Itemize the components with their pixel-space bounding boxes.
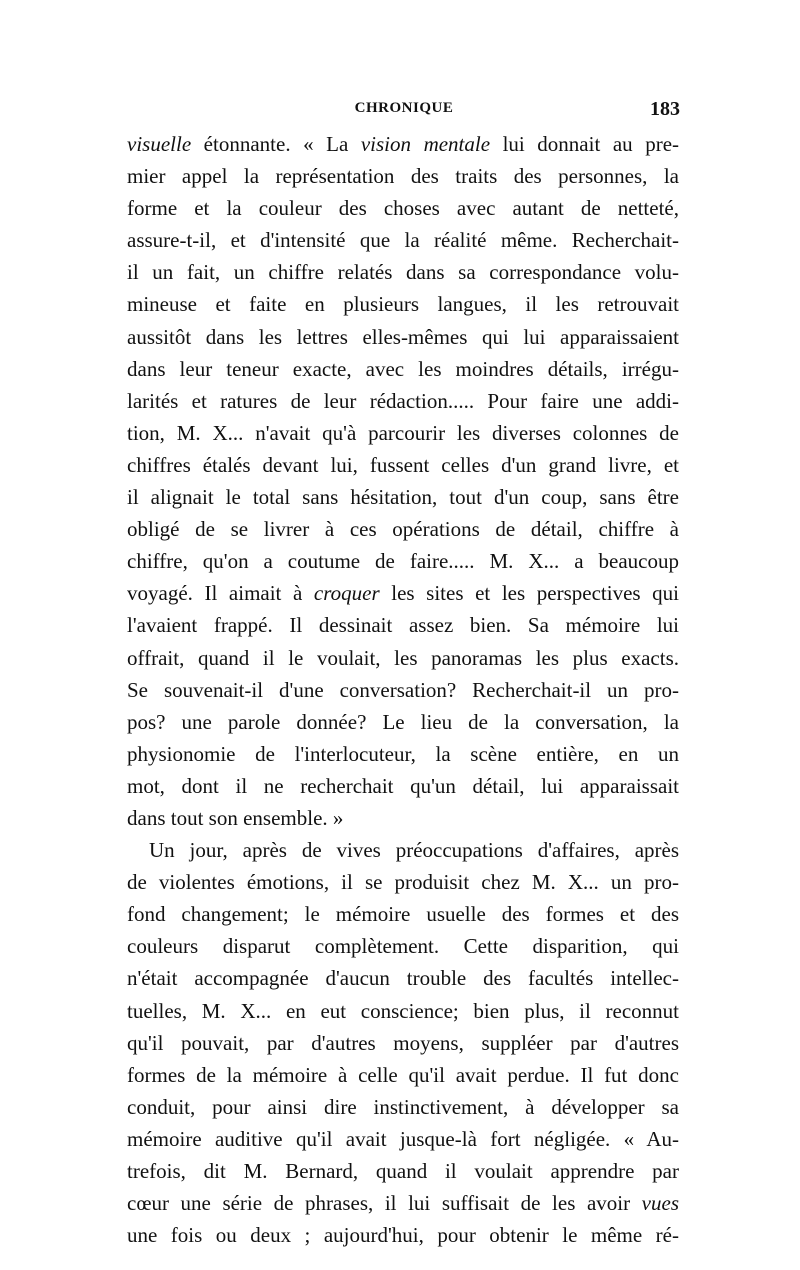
text-line: [127, 513, 679, 545]
text-line: [127, 577, 679, 609]
text-line: [127, 417, 679, 449]
text-line: [127, 962, 679, 994]
text-line: [127, 385, 679, 417]
text-segment: une fois ou deux ; aujourd'hui, pour obtenir le même ré-: [127, 1223, 679, 1248]
text-segment: dans leur teneur exacte, avec les moindres détails, irrégu-: [127, 356, 679, 381]
text-line: [127, 706, 679, 738]
body-text: [127, 128, 679, 1251]
text-line: [127, 224, 679, 256]
text-segment: pos? une parole donnée? Le lieu de la conversation, la: [127, 709, 679, 734]
text-segment: n'était accompagnée d'aucun trouble des facultés intellec-: [127, 966, 679, 991]
text-segment: les sites et les perspectives qui: [379, 581, 679, 606]
text-segment: conduit, pour ainsi dire instinctivement, à développer sa: [127, 1094, 679, 1119]
text-segment: obligé de se livrer à ces opérations de détail, chiffre à: [127, 517, 679, 542]
text-line: [127, 1059, 679, 1091]
text-line: [127, 353, 679, 385]
text-line: [127, 930, 679, 962]
text-segment: mineuse et faite en plusieurs langues, il les retrouvait: [127, 292, 679, 317]
text-segment: Se souvenait-il d'une conversation? Recherchait-il un pro-: [127, 677, 679, 702]
text-line: [127, 321, 679, 353]
text-line: [127, 449, 679, 481]
text-segment: l'avaient frappé. Il dessinait assez bien. Sa mémoire lui: [127, 613, 679, 638]
text-line: [127, 1123, 679, 1155]
text-line: [127, 128, 679, 160]
text-segment: voyagé. Il aimait à: [127, 581, 314, 606]
text-segment: Un jour, après de vives préoccupations d'affaires, après: [149, 838, 679, 863]
text-segment: chiffres étalés devant lui, fussent celles d'un grand livre, et: [127, 452, 679, 477]
text-line: [127, 160, 679, 192]
text-line: [127, 834, 679, 866]
text-line: [127, 642, 679, 674]
text-segment: trefois, dit M. Bernard, quand il voulait apprendre par: [127, 1159, 679, 1183]
text-segment: qu'il pouvait, par d'autres moyens, suppléer par d'autres: [127, 1030, 679, 1055]
text-line: [127, 545, 679, 577]
text-segment: chiffre, qu'on a coutume de faire..... M. X... a beaucoup: [127, 549, 679, 574]
text-line: [127, 192, 679, 224]
running-title: CHRONIQUE: [354, 100, 454, 116]
italic-text: vision mentale: [360, 132, 491, 156]
text-line: [127, 609, 679, 641]
text-line: [127, 1155, 679, 1187]
text-segment: larités et ratures de leur rédaction..... Pour faire une addi-: [127, 388, 679, 413]
text-line: [127, 674, 679, 706]
text-line: [127, 1219, 679, 1251]
text-line: [127, 898, 679, 930]
text-segment: étonnante. « La: [191, 132, 361, 156]
text-line: [127, 738, 679, 770]
italic-text: croquer: [313, 581, 380, 606]
text-line: [127, 1187, 679, 1219]
italic-text: visuelle: [127, 132, 192, 156]
text-line: [127, 770, 679, 802]
text-segment: aussitôt dans les lettres elles-mêmes qui lui apparaissaient: [127, 324, 679, 349]
page-number: 183: [650, 98, 680, 120]
text-line: [127, 288, 679, 320]
text-line: [127, 256, 679, 288]
text-line: [127, 802, 679, 834]
text-segment: offrait, quand il le voulait, les panoramas les plus exacts.: [127, 645, 679, 670]
text-segment: fond changement; le mémoire usuelle des formes et des: [127, 902, 679, 927]
text-segment: tuelles, M. X... en eut conscience; bien plus, il reconnut: [127, 998, 679, 1023]
text-segment: couleurs disparut complètement. Cette disparition, qui: [127, 934, 679, 959]
text-segment: lui donnait au pre-: [490, 132, 680, 156]
text-line: [127, 1091, 679, 1123]
text-line: [127, 866, 679, 898]
text-segment: il un fait, un chiffre relatés dans sa correspondance volu-: [127, 260, 679, 285]
text-segment: physionomie de l'interlocuteur, la scène entière, en un: [127, 741, 679, 766]
text-segment: de violentes émotions, il se produisit chez M. X... un pro-: [127, 870, 679, 895]
text-segment: mier appel la représentation des traits des personnes, la: [127, 164, 679, 189]
text-segment: cœur une série de phrases, il lui suffisait de les avoir: [127, 1191, 642, 1216]
text-segment: dans tout son ensemble. »: [127, 805, 344, 830]
italic-text: vues: [641, 1191, 679, 1216]
text-segment: il alignait le total sans hésitation, tout d'un coup, sans être: [127, 485, 679, 510]
text-segment: forme et la couleur des choses avec autant de netteté,: [127, 196, 679, 221]
text-line: [127, 1027, 679, 1059]
text-line: [127, 995, 679, 1027]
text-segment: assure-t-il, et d'intensité que la réalité même. Recherchait-: [127, 228, 679, 253]
text-segment: mémoire auditive qu'il avait jusque-là fort négligée. « Au-: [127, 1126, 679, 1151]
text-segment: formes de la mémoire à celle qu'il avait perdue. Il fut donc: [127, 1062, 679, 1087]
running-head: [128, 98, 680, 122]
text-line: [127, 481, 679, 513]
text-segment: mot, dont il ne recherchait qu'un détail, lui apparaissait: [127, 773, 679, 798]
text-segment: tion, M. X... n'avait qu'à parcourir les diverses colonnes de: [127, 420, 679, 445]
